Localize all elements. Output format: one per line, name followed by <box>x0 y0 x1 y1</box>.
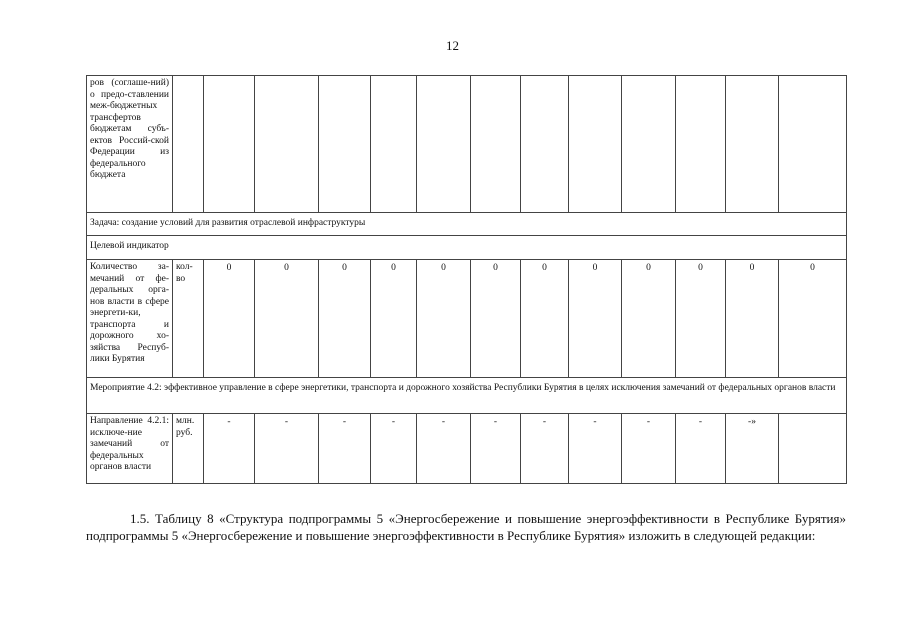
unit-cell: кол-во <box>173 260 204 378</box>
value-cell <box>371 76 417 213</box>
section-cell: Задача: создание условий для развития отраслевой инфраструктуры <box>87 213 847 236</box>
value-cell: 0 <box>255 260 319 378</box>
value-cell <box>521 76 569 213</box>
section-cell: Целевой индикатор <box>87 236 847 260</box>
value-cell: 0 <box>726 260 779 378</box>
value-cell: 0 <box>779 260 847 378</box>
value-cell <box>569 76 622 213</box>
value-cell: 0 <box>622 260 676 378</box>
value-cell: - <box>622 414 676 484</box>
section-row <box>87 236 847 260</box>
value-cell <box>622 76 676 213</box>
value-cell <box>204 76 255 213</box>
indicator-name-cell: Направление 4.2.1: исключе-ние замечаний от федеральных органов власти <box>87 414 173 484</box>
value-cell: - <box>371 414 417 484</box>
value-cell <box>319 76 371 213</box>
value-cell <box>471 76 521 213</box>
value-cell: - <box>676 414 726 484</box>
table-row <box>87 76 847 213</box>
value-cell: 0 <box>521 260 569 378</box>
value-cell: 0 <box>204 260 255 378</box>
unit-cell <box>173 76 204 213</box>
value-cell: - <box>319 414 371 484</box>
subprogram-table <box>86 75 847 484</box>
section-row <box>87 213 847 236</box>
value-cell: - <box>417 414 471 484</box>
unit-cell: млн. руб. <box>173 414 204 484</box>
value-cell <box>726 76 779 213</box>
section-row <box>87 378 847 414</box>
value-cell <box>779 76 847 213</box>
value-cell: - <box>204 414 255 484</box>
value-cell: 0 <box>319 260 371 378</box>
value-cell: - <box>255 414 319 484</box>
value-cell <box>417 76 471 213</box>
value-cell: - <box>471 414 521 484</box>
value-cell: 0 <box>471 260 521 378</box>
value-cell: 0 <box>676 260 726 378</box>
indicator-name-cell: Количество за-мечаний от фе-деральных орга-нов власти в сфере энергети-ки, транспорта и дорожного хо-зяйства Респуб-лики Бурятия <box>87 260 173 378</box>
value-cell <box>255 76 319 213</box>
indicator-name-cell: ров (соглаше-ний) о предо-ставлении меж-бюджетных трансфертов бюджетам субъ-ектов Россий-ской Федерации из федерального бюджета <box>87 76 173 213</box>
value-cell: 0 <box>569 260 622 378</box>
value-cell: -» <box>726 414 779 484</box>
value-cell <box>676 76 726 213</box>
section-cell: Мероприятие 4.2: эффективное управление в сфере энергетики, транспорта и дорожного хозяйства Республики Бурятия в целях исключения замечаний от федеральных органов власти <box>87 378 847 414</box>
table-row <box>87 260 847 378</box>
value-cell: 0 <box>371 260 417 378</box>
amendment-paragraph: 1.5. Таблицу 8 «Структура подпрограммы 5 «Энергосбережение и повышение энергоэффективности в Республике Бурятия» подпрограммы 5 «Энергосбережение и повышение энергоэффективности в Республике Бурятия» изложить в следующей редакции: <box>86 511 846 543</box>
value-cell <box>779 414 847 484</box>
value-cell: 0 <box>417 260 471 378</box>
value-cell: - <box>569 414 622 484</box>
table-row <box>87 414 847 484</box>
value-cell: - <box>521 414 569 484</box>
page-number: 12 <box>446 38 459 53</box>
table-body <box>87 76 847 484</box>
